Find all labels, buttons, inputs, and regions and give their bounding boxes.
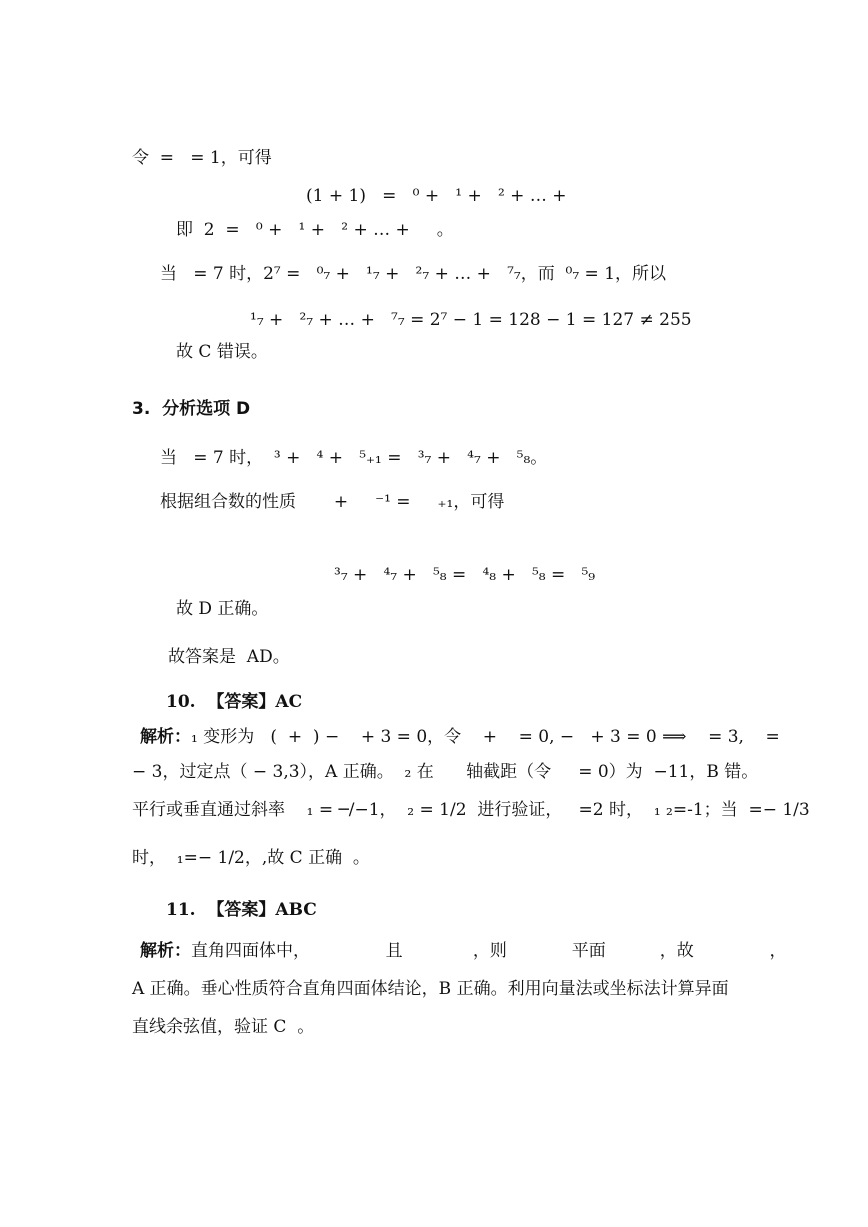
conclusion-d: 故 D 正确。	[176, 599, 269, 619]
text-line: 令 = = 1，可得	[132, 148, 272, 168]
equation-binomial-expansion: (1 + 1) = ⁰ + ¹ + ² + … +	[306, 186, 567, 206]
answer-line: 故答案是 AD。	[168, 647, 290, 667]
explanation-10-line: − 3，过定点（ − 3,3），A 正确。 ₂ 在 轴截距（令 = 0）为 −11，B 错。	[132, 762, 759, 782]
explanation-10-line: 时， ₁=− 1/2，,故 C 正确 。	[132, 848, 370, 868]
equation-line: 即 2 = ⁰ + ¹ + ² + … + 。	[176, 220, 454, 240]
explanation-11-line: 解析：直角四面体中， 且 ，则 平面 ，故 ，	[140, 941, 787, 961]
explanation-10-line: 解析：₁ 变形为 ( + ) − + 3 = 0，令 + = 0, − + 3 = 0 ⟹ = 3, =	[140, 727, 780, 747]
explanation-prefix: 解析：	[140, 727, 191, 747]
explanation-10-line: 平行或垂直通过斜率 ₁ = ─/−1， ₂ = 1/2 进行验证， =2 时， ₁ ₂=-1；当 =− 1/3	[132, 800, 810, 820]
answer-10-label: 10. 【答案】AC	[166, 692, 303, 712]
text-line: 当 = 7 时，2⁷ = ⁰₇ + ¹₇ + ²₇ + … + ⁷₇，而 ⁰₇ = 1，所以	[160, 264, 667, 284]
section-heading-option-d: 3. 分析选项 D	[132, 399, 251, 419]
conclusion-c: 故 C 错误。	[176, 342, 268, 362]
answer-11-label: 11. 【答案】ABC	[166, 900, 317, 920]
explanation-prefix: 解析：	[140, 941, 191, 961]
explanation-11-line: 直线余弦值，验证 C 。	[132, 1017, 315, 1037]
equation-sum: ¹₇ + ²₇ + … + ⁷₇ = 2⁷ − 1 = 128 − 1 = 127 ≠ 255	[250, 310, 692, 330]
text-line: 根据组合数的性质 + ⁻¹ = ₊₁，可得	[160, 492, 505, 512]
text-line: 当 = 7 时， ³ + ⁴ + ⁵₊₁ = ³₇ + ⁴₇ + ⁵₈。	[160, 448, 548, 468]
explanation-11-line: A 正确。垂心性质符合直角四面体结论，B 正确。利用向量法或坐标法计算异面	[132, 979, 729, 999]
equation-combination: ³₇ + ⁴₇ + ⁵₈ = ⁴₈ + ⁵₈ = ⁵₉	[334, 565, 596, 585]
